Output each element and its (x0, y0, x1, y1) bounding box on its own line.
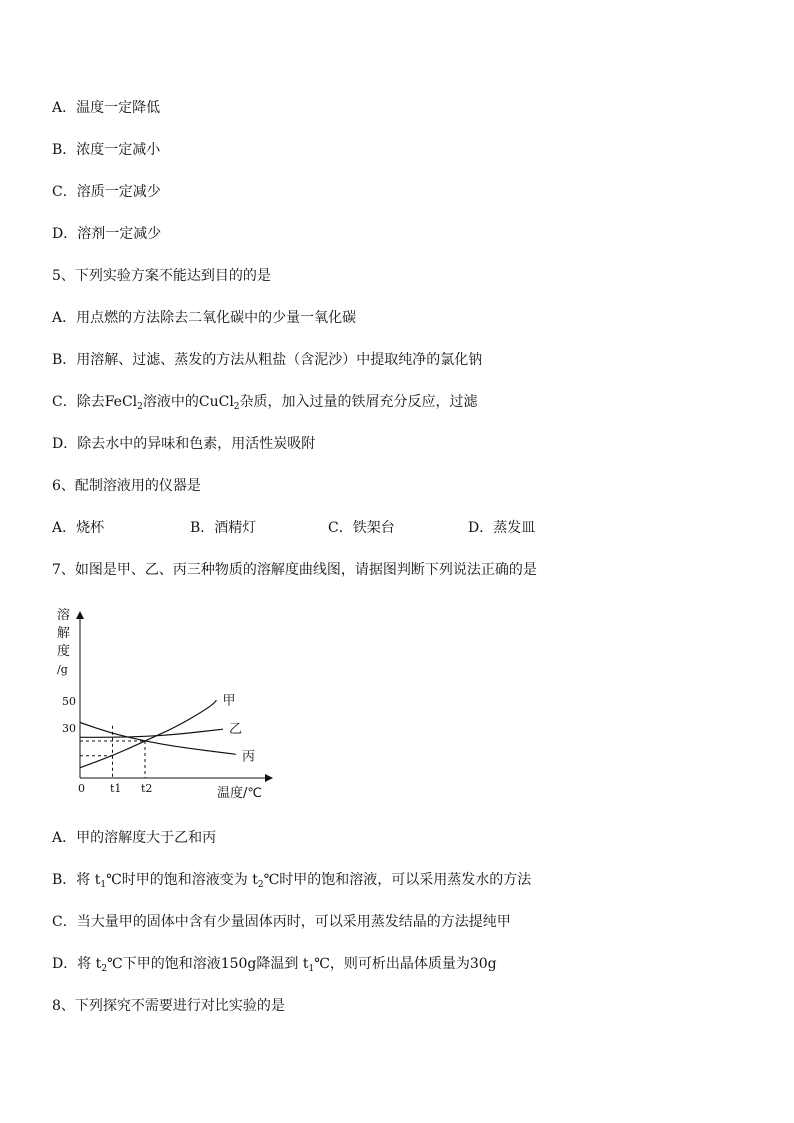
q5-c-text-1: C．除去FeCl (52, 394, 138, 410)
q4-option-b: B．浓度一定减小 (52, 142, 161, 158)
q7-d-subscript-1: 2 (101, 964, 108, 974)
q6-option-d: D．蒸发皿 (468, 520, 536, 536)
q8-stem: 8、下列探究不需要进行对比实验的是 (52, 998, 285, 1014)
ytick-label-50: 50 (62, 695, 76, 708)
q5-stem: 5、下列实验方案不能达到目的的是 (52, 268, 271, 284)
q5-option-c (52, 392, 478, 412)
q6-stem: 6、配制溶液用的仪器是 (52, 478, 201, 494)
xtick-label-t2: t2 (141, 782, 153, 795)
q7-d-text-1: D．将 t (52, 956, 102, 972)
q5-c-text-3: 杂质，加入过量的铁屑充分反应，过滤 (239, 394, 478, 410)
ytick-label-30: 30 (62, 722, 76, 735)
q7-d-subscript-2: 1 (308, 964, 315, 974)
q6-option-b: B．酒精灯 (190, 520, 257, 536)
q6-option-a: A．烧杯 (52, 520, 105, 536)
q5-c-subscript-2: 2 (233, 402, 240, 412)
origin-label: 0 (78, 782, 85, 795)
q4-option-c: C．溶质一定减少 (52, 184, 161, 200)
series-line-1 (80, 700, 217, 767)
q5-option-a: A．用点燃的方法除去二氧化碳中的少量一氧化碳 (52, 310, 357, 326)
x-axis-label: 温度/℃ (217, 786, 262, 801)
series-line-3 (80, 723, 236, 755)
ylabel-unit: /g (57, 663, 68, 676)
q7-b-subscript-1: 1 (100, 880, 107, 890)
q4-option-d: D．溶剂一定减少 (52, 226, 162, 242)
q7-option-d (52, 954, 497, 974)
q7-b-text-3: ℃时甲的饱和溶液，可以采用蒸发水的方法 (263, 872, 532, 888)
q7-stem: 7、如图是甲、乙、丙三种物质的溶解度曲线图，请据图判断下列说法正确的是 (52, 562, 537, 578)
q7-option-a: A．甲的溶解度大于乙和丙 (52, 830, 217, 846)
xtick-label-t1: t1 (110, 782, 122, 795)
ylabel-char-2: 解 (57, 626, 71, 641)
q7-option-c: C．当大量甲的固体中含有少量固体丙时，可以采用蒸发结晶的方法提纯甲 (52, 914, 511, 930)
series-label-2: 乙 (229, 722, 243, 738)
q7-b-text-1: B．将 t (52, 872, 101, 888)
solubility-chart (52, 604, 282, 804)
q5-option-d: D．除去水中的异味和色素，用活性炭吸附 (52, 436, 316, 452)
q5-c-subscript-1: 2 (137, 402, 143, 412)
q5-option-b: B．用溶解、过滤、蒸发的方法从粗盐（含泥沙）中提取纯净的氯化钠 (52, 352, 483, 368)
q7-d-text-3: ℃，则可析出晶体质量为30g (314, 956, 497, 972)
ylabel-char-1: 溶 (57, 608, 71, 623)
q7-option-b (52, 870, 531, 890)
q6-option-c: C．铁架台 (328, 520, 395, 536)
curves (80, 700, 236, 767)
series-label-1: 甲 (222, 693, 236, 709)
q5-c-text-2: 溶液中的CuCl (142, 394, 234, 410)
q7-b-subscript-2: 2 (257, 880, 264, 890)
q7-b-text-2: ℃时甲的饱和溶液变为 t (106, 872, 258, 888)
q7-d-text-2: ℃下甲的饱和溶液150g降温到 t (107, 956, 309, 972)
ylabel-char-3: 度 (57, 644, 71, 659)
series-label-3: 丙 (242, 749, 256, 765)
q4-option-a: A．温度一定降低 (52, 100, 161, 116)
